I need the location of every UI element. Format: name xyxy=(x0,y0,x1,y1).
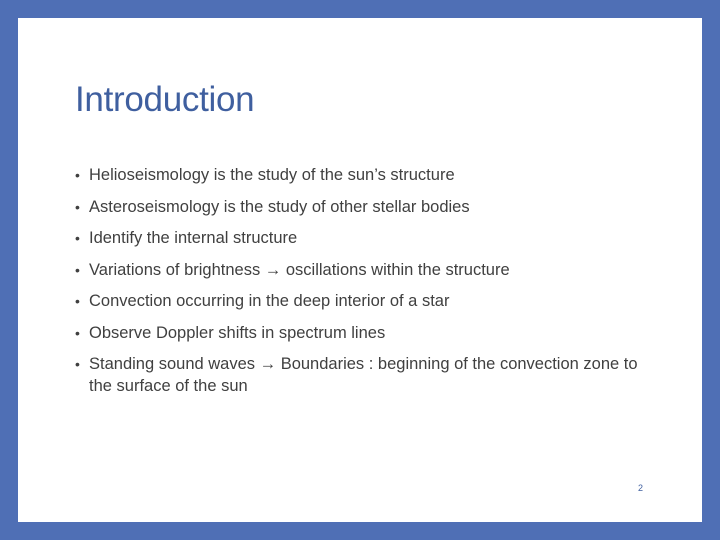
bullet-item-asteroseismology: • Asteroseismology is the study of other stellar bodies xyxy=(75,196,665,218)
bullet-item-doppler-shifts: • Observe Doppler shifts in spectrum lines xyxy=(75,322,665,344)
bullet-item-convection: • Convection occurring in the deep interior of a star xyxy=(75,290,665,312)
page-number: 2 xyxy=(637,483,643,493)
bullet-list xyxy=(75,164,665,407)
bullet-item-internal-structure: • Identify the internal structure xyxy=(75,227,665,249)
bullet-item-helioseismology: • Helioseismology is the study of the sun’s structure xyxy=(75,164,665,186)
slide xyxy=(18,18,702,522)
bullet-item-standing-sound-waves: • Standing sound waves → Boundaries : beginning of the convection zone to the surface of the sun xyxy=(75,353,665,397)
slide-title: Introduction xyxy=(75,80,255,119)
bullet-item-brightness-variations: • Variations of brightness → oscillations within the structure xyxy=(75,259,665,281)
